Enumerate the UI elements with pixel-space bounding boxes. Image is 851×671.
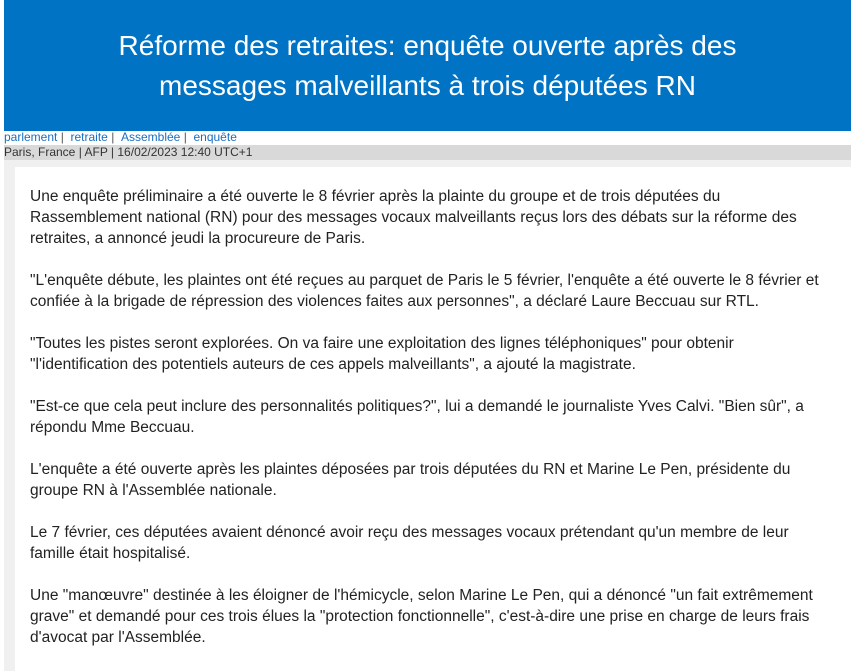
article-paragraph: Une "manœuvre" destinée à les éloigner de l'hémicycle, selon Marine Le Pen, qui a dénoncé "un fait extrêmement grave" et demandé pour ces trois élues la "protection fonctionnelle", c'est-à-dire une prise en charge de leurs frais d'avocat par l'Assemblée. [30,587,813,646]
article-header [4,0,851,131]
article-paragraph: L'enquête a été ouverte après les plaintes déposées par trois députées du RN et Marine Le Pen, présidente du groupe RN à l'Assemblée nationale. [30,461,791,499]
tag-link-parlement[interactable]: parlement [4,130,58,144]
tag-separator: | [180,130,194,144]
tag-link-assemblee[interactable]: Assemblée [120,130,181,144]
article-paragraph: "Est-ce que cela peut inclure des personnalités politiques?", lui a demandé le journaliste Yves Calvi. "Bien sûr", a répondu Mme Beccuau. [30,398,804,436]
tag-separator: | [57,130,71,144]
article-paragraph: Une enquête préliminaire a été ouverte le 8 février après la plainte du groupe et de trois députées du Rassemblement national (RN) pour des messages vocaux malveillants reçus lors des débats sur la réforme des retraites, a annoncé jeudi la procureure de Paris. [30,188,797,247]
tag-list [4,131,851,145]
dateline: Paris, France | AFP | 16/02/2023 12:40 UTC+1 [4,145,851,160]
article-body [15,167,851,671]
article-paragraph: "Toutes les pistes seront explorées. On va faire une exploitation des lignes téléphoniques" pour obtenir "l'identification des potentiels auteurs de ces appels malveillants", a ajouté la magistrate. [30,335,734,373]
article-paragraph: Le 7 février, ces députées avaient dénoncé avoir reçu des messages vocaux prétendant qu'un membre de leur famille était hospitalisé. [30,524,789,562]
article-paragraph: "L'enquête débute, les plaintes ont été reçues au parquet de Paris le 5 février, l'enquête a été ouverte le 8 février et confiée à la brigade de répression des violences faites aux personnes", a déclaré Laure Beccuau sur RTL. [30,272,819,310]
title-line-1: Réforme des retraites: enquête ouverte après des [118,29,737,61]
article-title [109,26,747,106]
content-area [4,160,851,671]
tag-link-retraite[interactable]: retraite [70,130,108,144]
title-line-2: messages malveillants à trois députées RN [159,69,696,101]
tag-separator: | [107,130,121,144]
tag-link-enquete[interactable]: enquête [193,130,237,144]
